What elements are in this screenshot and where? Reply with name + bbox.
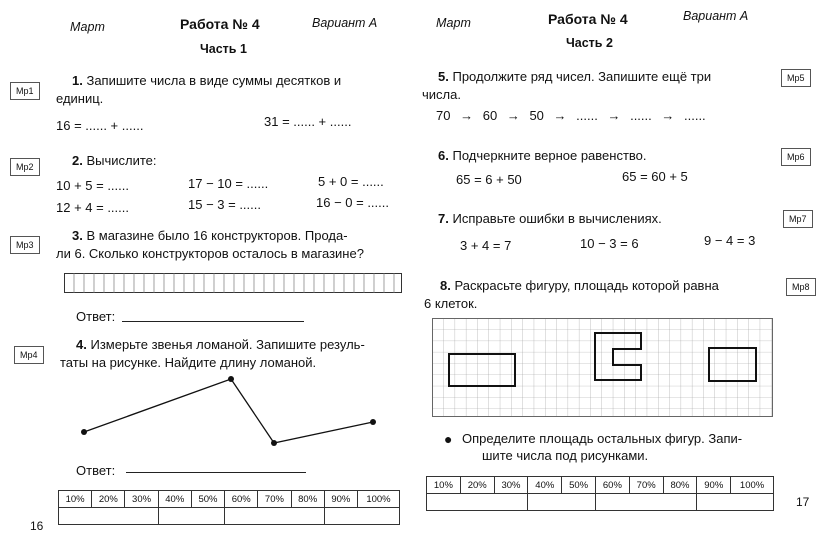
task-5-text <box>438 68 711 85</box>
sequence-blank[interactable]: ...... <box>630 108 652 123</box>
task-3-text <box>72 227 348 244</box>
task-4-text <box>76 336 365 353</box>
code-badge: Мр8 <box>786 278 816 296</box>
percent-cell: 90% <box>324 491 357 508</box>
task-6-text <box>438 147 647 164</box>
task-number: 2. <box>72 153 83 168</box>
task-1-text <box>72 72 341 89</box>
score-cell[interactable] <box>158 508 224 525</box>
calculation[interactable]: 9 − 4 = 3 <box>704 233 756 248</box>
arrow-icon: → <box>506 108 520 123</box>
solution-cells[interactable] <box>64 273 402 293</box>
percent-cell: 60% <box>225 491 258 508</box>
answer-line[interactable] <box>122 321 304 322</box>
answer-expression[interactable]: 12 + 4 = ...... <box>56 200 129 215</box>
code-badge: Мр1 <box>10 82 40 100</box>
percent-cell: 30% <box>494 477 528 494</box>
answer-expression[interactable]: 16 − 0 = ...... <box>316 195 389 210</box>
task-number: 7. <box>438 211 449 226</box>
arrow-icon: → <box>460 108 474 123</box>
bullet-text: шите числа под рисунками. <box>482 448 649 463</box>
arrow-icon: → <box>661 108 675 123</box>
answer-expression[interactable]: 16 = ...... + ...... <box>56 118 144 133</box>
percent-cell: 40% <box>528 477 562 494</box>
sequence-value: 60 <box>482 108 498 123</box>
arrow-icon: → <box>553 108 567 123</box>
arrow-icon: → <box>607 108 621 123</box>
month-label: Март <box>436 16 471 30</box>
task-text: В магазине было 16 конструкторов. Прода- <box>86 228 348 243</box>
work-title: Работа № 4 <box>180 16 260 32</box>
percent-cell: 60% <box>595 477 629 494</box>
answer-expression[interactable]: 17 − 10 = ...... <box>188 176 269 191</box>
page-number: 16 <box>30 519 44 533</box>
task-2-text <box>72 152 157 169</box>
score-cell[interactable] <box>225 508 325 525</box>
task-text: ли 6. Сколько конструкторов осталось в магазине? <box>56 246 364 261</box>
task-text: единиц. <box>56 91 104 106</box>
task-number: 6. <box>438 148 449 163</box>
answer-line[interactable] <box>126 472 306 473</box>
bullet-text: Определите площадь остальных фигур. Запи- <box>462 431 743 446</box>
percent-cell: 70% <box>258 491 291 508</box>
calculation[interactable]: 10 − 3 = 6 <box>580 236 639 251</box>
percent-cell: 70% <box>629 477 663 494</box>
task-text: Раскрасьте фигуру, площадь которой равна <box>454 278 719 293</box>
percent-cell: 20% <box>460 477 494 494</box>
task-text: числа. <box>422 87 461 102</box>
percent-cell: 10% <box>59 491 92 508</box>
task-text: Запишите числа в виде суммы десятков и <box>86 73 342 88</box>
percent-cell: 80% <box>663 477 697 494</box>
code-badge: Мр2 <box>10 158 40 176</box>
code-badge: Мр7 <box>783 210 813 228</box>
code-badge: Мр3 <box>10 236 40 254</box>
task-text: Подчеркните верное равенство. <box>452 148 647 163</box>
answer-expression[interactable]: 15 − 3 = ...... <box>188 197 261 212</box>
score-cell[interactable] <box>697 494 774 511</box>
answer-label: Ответ: <box>76 463 116 478</box>
month-label: Март <box>70 20 105 34</box>
part-label: Часть 1 <box>200 42 247 56</box>
task-number: 8. <box>440 278 451 293</box>
task-number: 5. <box>438 69 449 84</box>
percent-cell: 80% <box>291 491 324 508</box>
percent-cell: 40% <box>158 491 191 508</box>
page-number: 17 <box>796 495 810 509</box>
task-number: 1. <box>72 73 83 88</box>
part-label: Часть 2 <box>566 36 613 50</box>
grid-figures[interactable] <box>432 318 774 418</box>
sequence-value: 50 <box>529 108 544 123</box>
sequence-blank[interactable]: ...... <box>684 108 706 123</box>
variant-label: Вариант А <box>312 16 378 30</box>
percent-cell: 50% <box>191 491 224 508</box>
percent-cell: 100% <box>731 477 774 494</box>
task-number: 3. <box>72 228 83 243</box>
score-cell[interactable] <box>528 494 596 511</box>
sequence-blank[interactable]: ...... <box>576 108 598 123</box>
score-cell[interactable] <box>324 508 399 525</box>
score-cell[interactable] <box>427 494 528 511</box>
answer-label: Ответ: <box>76 309 116 324</box>
percent-cell: 20% <box>92 491 125 508</box>
work-title: Работа № 4 <box>548 11 628 27</box>
task-number: 4. <box>76 337 87 352</box>
percent-cell: 90% <box>697 477 731 494</box>
variant-label: Вариант А <box>683 9 749 23</box>
task-text: таты на рисунке. Найдите длину ломаной. <box>60 355 317 370</box>
percent-cell: 10% <box>427 477 461 494</box>
percent-cell: 30% <box>125 491 158 508</box>
equality-option[interactable]: 65 = 6 + 50 <box>456 172 522 187</box>
task-text: Измерьте звенья ломаной. Запишите резуль- <box>90 337 365 352</box>
percent-cell: 100% <box>357 491 399 508</box>
answer-expression[interactable]: 10 + 5 = ...... <box>56 178 129 193</box>
task-text: Продолжите ряд чисел. Запишите ещё три <box>452 69 712 84</box>
polyline-figure <box>76 372 386 452</box>
equality-option[interactable]: 65 = 60 + 5 <box>622 169 688 184</box>
task-7-text <box>438 210 662 227</box>
task-text: Исправьте ошибки в вычислениях. <box>452 211 662 226</box>
percent-scale-table <box>58 490 400 525</box>
code-badge: Мр4 <box>14 346 44 364</box>
score-cell[interactable] <box>595 494 696 511</box>
sequence-value: 70 <box>436 108 451 123</box>
task-text: 6 клеток. <box>424 296 478 311</box>
bullet-icon: ● <box>444 431 453 447</box>
code-badge: Мр6 <box>781 148 811 166</box>
calculation[interactable]: 3 + 4 = 7 <box>460 238 512 253</box>
code-badge: Мр5 <box>781 69 811 87</box>
task-8-text <box>440 277 719 294</box>
score-cell[interactable] <box>59 508 159 525</box>
answer-expression[interactable]: 5 + 0 = ...... <box>318 174 384 189</box>
number-sequence <box>436 108 706 123</box>
task-text: Вычислите: <box>86 153 157 168</box>
percent-scale-table <box>426 476 774 511</box>
percent-cell: 50% <box>562 477 596 494</box>
answer-expression[interactable]: 31 = ...... + ...... <box>264 114 352 129</box>
